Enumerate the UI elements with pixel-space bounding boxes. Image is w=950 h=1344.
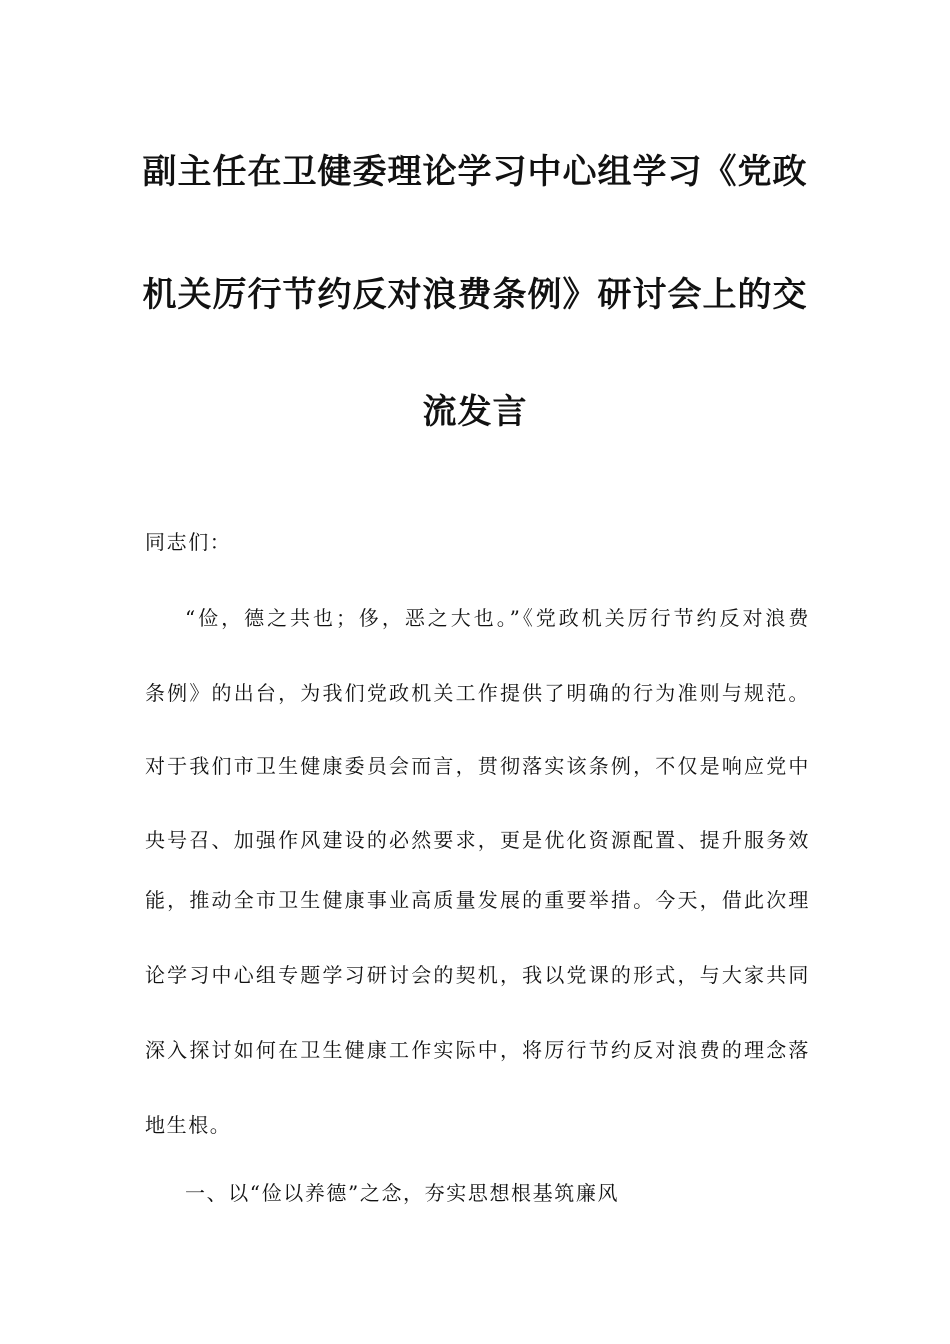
section-heading: 一、以“俭以养德”之念，夯实思想根基筑廉风 bbox=[185, 1181, 620, 1205]
paragraph-line: 地生根。 bbox=[145, 1113, 232, 1137]
title-line-2: 机关厉行节约反对浪费条例》研讨会上的交 bbox=[142, 275, 808, 315]
paragraph-line: 能，推动全市卫生健康事业高质量发展的重要举措。今天，借此次理 bbox=[145, 888, 810, 912]
title-line-1: 副主任在卫健委理论学习中心组学习《党政 bbox=[142, 152, 808, 192]
paragraph-line: 央号召、加强作风建设的必然要求，更是优化资源配置、提升服务效 bbox=[145, 828, 810, 852]
paragraph-line: 深入探讨如何在卫生健康工作实际中，将厉行节约反对浪费的理念落 bbox=[145, 1038, 810, 1062]
paragraph-line: 论学习中心组专题学习研讨会的契机，我以党课的形式，与大家共同 bbox=[145, 963, 810, 987]
paragraph-line: 条例》的出台，为我们党政机关工作提供了明确的行为准则与规范。 bbox=[145, 681, 810, 705]
paragraph-line: 对于我们市卫生健康委员会而言，贯彻落实该条例，不仅是响应党中 bbox=[145, 754, 810, 778]
salutation: 同志们： bbox=[145, 530, 232, 554]
title-line-3: 流发言 bbox=[422, 392, 528, 432]
paragraph-line: “俭，德之共也；侈，恶之大也。”《党政机关厉行节约反对浪费 bbox=[185, 606, 810, 630]
